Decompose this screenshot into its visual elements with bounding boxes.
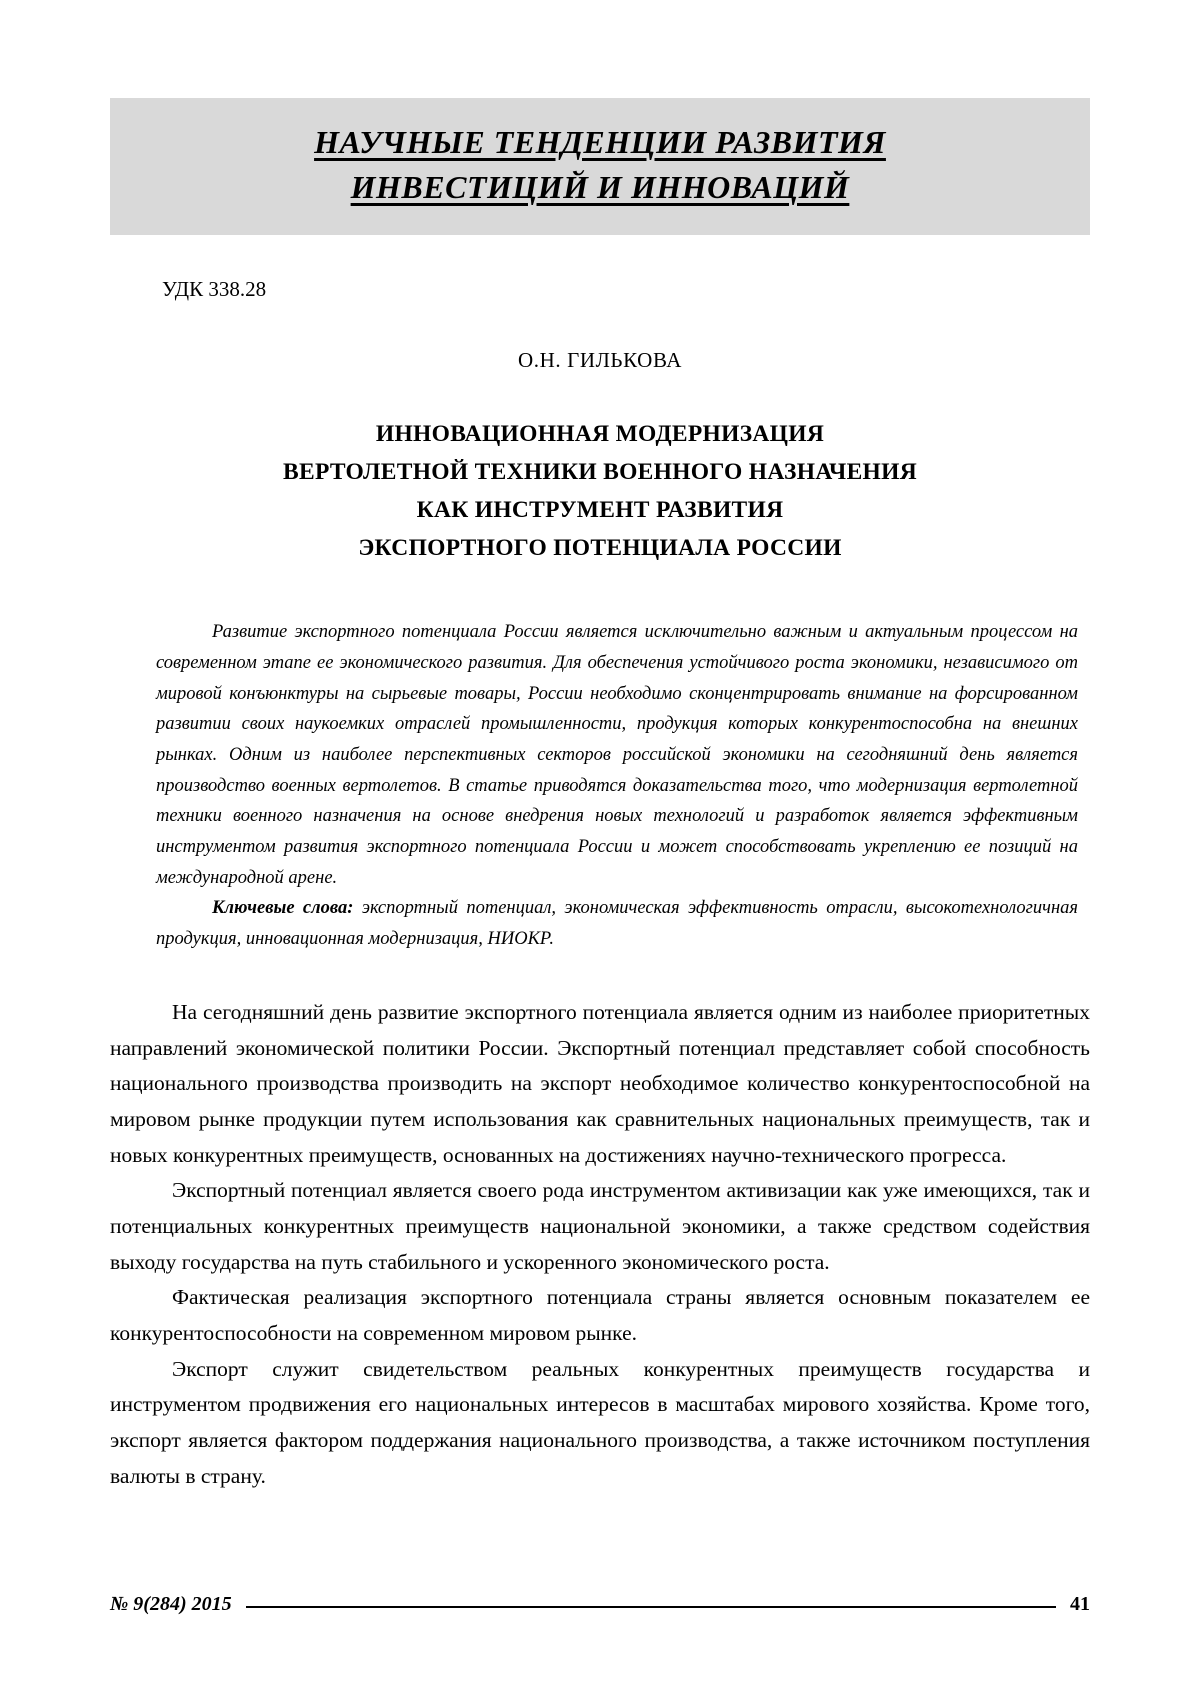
footer-issue-number: № 9(284) 2015 — [110, 1593, 232, 1615]
body-paragraph-2: Экспортный потенциал является своего рода инструментом активизации как уже имеющихся, так и потенциальных конкурентных преимуществ национальной экономики, а также средством содействия выходу государства на путь стабильного и ускоренного экономического роста. — [110, 1178, 1090, 1274]
body-paragraph-4: Экспорт служит свидетельством реальных конкурентных преимуществ государства и инструментом продвижения его национальных интересов в масштабах мирового хозяйства. Кроме того, экспорт является фактором поддержания национального производства, а также источником поступления валюты в страну. — [110, 1356, 1090, 1488]
journal-section-banner — [110, 98, 1090, 235]
keywords-paragraph — [156, 893, 1078, 954]
article-title — [110, 415, 1090, 567]
page-footer — [110, 1593, 1090, 1616]
author-name: О.Н. ГИЛЬКОВА — [518, 347, 682, 372]
article-title-line-1: ИННОВАЦИОННАЯ МОДЕРНИЗАЦИЯ — [375, 420, 825, 447]
body-paragraph-3: Фактическая реализация экспортного потенциала страны является основным показателем ее конкурентоспособности на современном мировом рынке. — [110, 1285, 1090, 1346]
banner-line-2: ИНВЕСТИЦИЙ И ИННОВАЦИЙ — [350, 169, 850, 206]
udc-code: УДК 338.28 — [162, 276, 267, 301]
banner-line-1: НАУЧНЫЕ ТЕНДЕНЦИИ РАЗВИТИЯ — [314, 124, 886, 160]
page-number: 41 — [1070, 1593, 1090, 1615]
article-body — [110, 995, 1090, 1495]
footer-divider — [246, 1606, 1056, 1608]
page-content — [110, 0, 1090, 1494]
article-title-line-2: ВЕРТОЛЕТНОЙ ТЕХНИКИ ВОЕННОГО НАЗНАЧЕНИЯ — [283, 458, 917, 485]
body-paragraph-1: На сегодняшний день развитие экспортного потенциала является одним из наиболее приоритетных направлений экономической политики России. Экспортный потенциал представляет собой способность национального производства производить на экспорт необходимое количество конкурентоспособной на мировом рынке продукции путем использования как сравнительных национальных преимуществ, так и новых конкурентных преимуществ, основанных на достижениях научно-технического прогресса. — [110, 999, 1090, 1167]
article-title-line-4: ЭКСПОРТНОГО ПОТЕНЦИАЛА РОССИИ — [358, 535, 842, 562]
abstract-text: Развитие экспортного потенциала России является исключительно важным и актуальным процессом на современном этапе ее экономического развития. Для обеспечения устойчивого роста экономики, независимого от мировой конъюнктуры на сырьевые товары, России необходимо сконцентрировать внимание на форсированном развитии своих наукоемких отраслей промышленности, продукция которых конкурентоспособна на внешних рынках. Одним из наиболее перспективных секторов российской экономики на сегодняшний день является производство военных вертолетов. В статье приводятся доказательства того, что модернизация вертолетной техники военного назначения на основе внедрения новых технологий и разработок является эффективным инструментом развития экспортного потенциала России и может способствовать укреплению ее позиций на международной арене. — [156, 622, 1078, 888]
article-title-line-3: КАК ИНСТРУМЕНТ РАЗВИТИЯ — [416, 497, 784, 523]
abstract-block — [156, 617, 1078, 955]
keywords-text: экспортный потенциал, экономическая эффективность отрасли, высокотехнологичная продукция, инновационная модернизация, НИОКР. — [156, 898, 1079, 950]
keywords-label: Ключевые слова: — [212, 898, 354, 919]
